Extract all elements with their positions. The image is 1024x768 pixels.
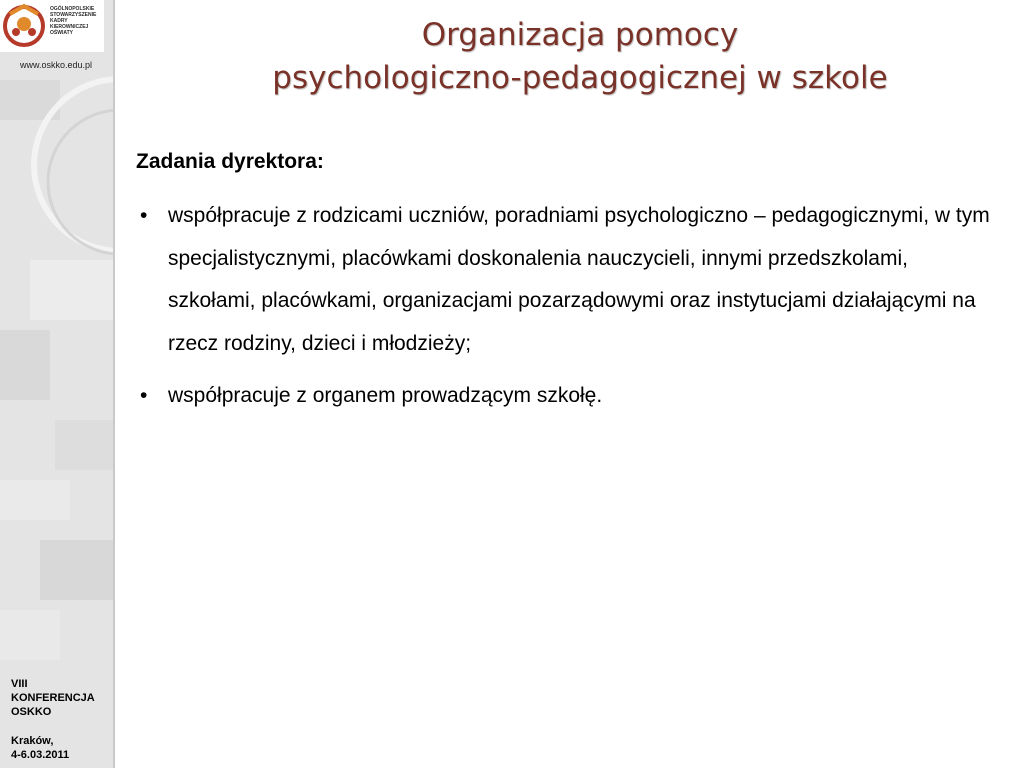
- slide-title: [140, 14, 1020, 100]
- logo: [0, 0, 104, 52]
- conference-label: VIII KONFERENCJA OSKKO: [11, 678, 95, 718]
- bullet-text: współpracuje z rodzicami uczniów, poradniami psychologiczno – pedagogicznymi, w tym specjalistycznymi, placówkami doskonalenia nauczycieli, innymi przedszkolami, szkołami, placówkami, organizacjami pozarządowymi oraz instytucjami działającymi na rzecz rodziny, dzieci i młodzieży;: [168, 204, 990, 355]
- bullet-item: [140, 375, 1000, 418]
- bullet-text: współpracuje z organem prowadzącym szkołę.: [168, 384, 603, 407]
- sidebar: [0, 0, 113, 768]
- sidebar-decoration: [0, 0, 113, 768]
- conference-place-date: Kraków, 4-6.03.2011: [11, 735, 70, 761]
- logo-emblem-icon: [0, 0, 48, 52]
- bullet-list: [140, 195, 1000, 428]
- logo-text: OGÓLNOPOLSKIE STOWARZYSZENIE KADRY KIEROWNICZEJ OŚWIATY: [50, 6, 97, 36]
- slide-title-line1: Organizacja pomocy: [421, 17, 739, 53]
- slide-subtitle: Zadania dyrektora:: [136, 150, 324, 173]
- slide-title-line2: psychologiczno-pedagogicznej w szkole: [272, 60, 888, 96]
- bullet-item: [140, 195, 1000, 365]
- sidebar-edge: [113, 0, 115, 768]
- bullet-dot-icon: •: [140, 384, 148, 407]
- website-url: www.oskko.edu.pl: [20, 60, 93, 70]
- bullet-dot-icon: •: [140, 204, 148, 227]
